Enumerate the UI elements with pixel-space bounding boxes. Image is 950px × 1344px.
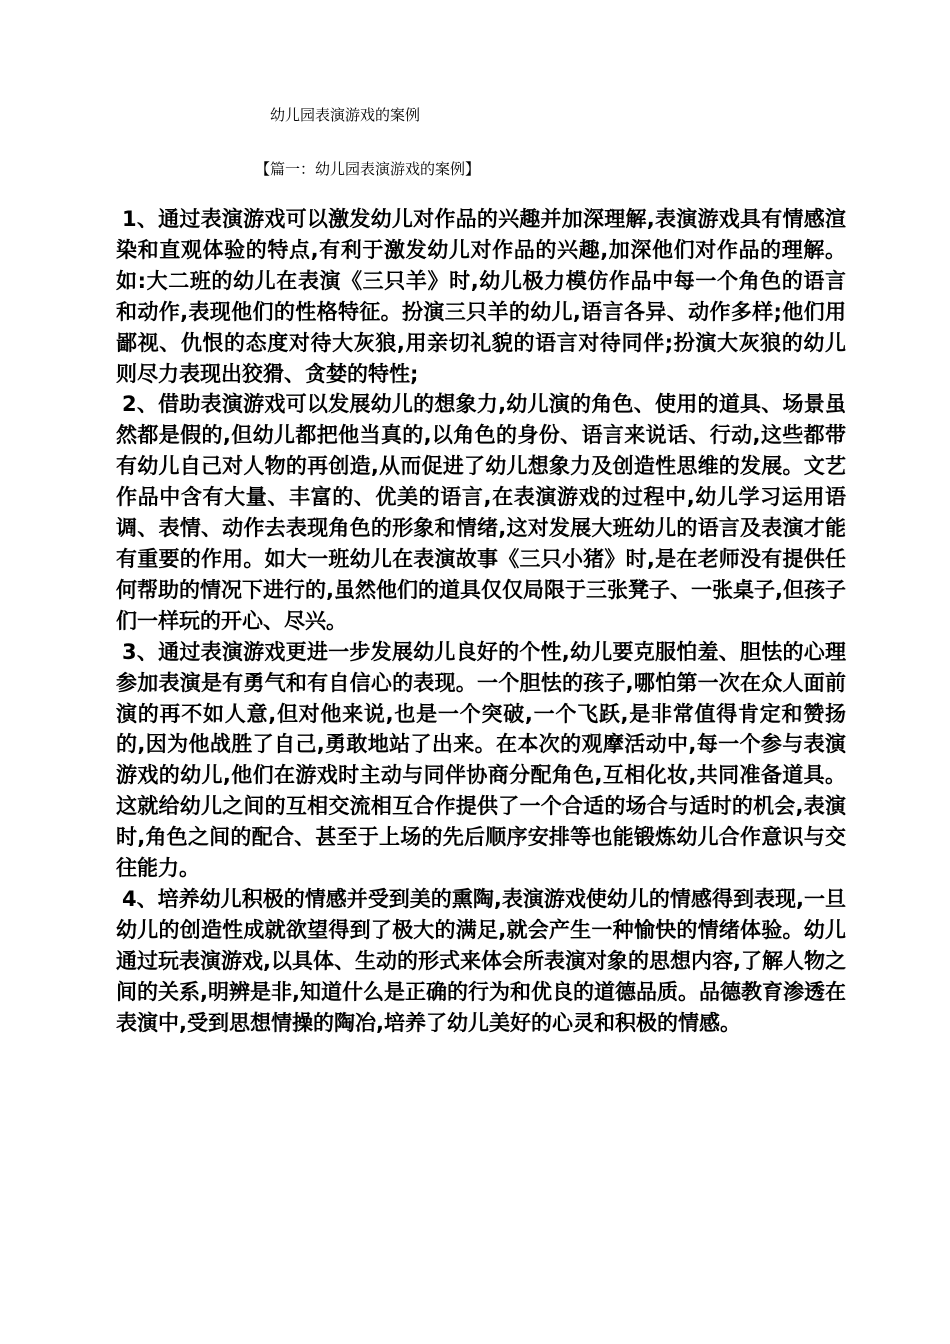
paragraph-number: 2 [122,392,137,417]
paragraph-number: 4 [122,886,137,911]
paragraph-text: 、通过表演游戏更进一步发展幼儿良好的个性,幼儿要克服怕羞、胆怯的心理参加表演是有勇气和有自信心的表现。一个胆怯的孩子,哪怕第一次在众人面前演的再不如人意,但对他来说,也是一个突破,一个飞跃,是非常值得肯定和赞扬的,因为他战胜了自己,勇敢地站了出来。在本次的观摩活动中,每一个参与表演游戏的幼儿,他们在游戏时主动与同伴协商分配角色,互相化妆,共同准备道具。这就给幼儿之间的互相交流相互合作提供了一个合适的场合与适时的机会,表演时,角色之间的配合、甚至于上场的先后顺序安排等也能锻炼幼儿合作意识与交往能力。 [116,639,846,881]
paragraph-text: 、借助表演游戏可以发展幼儿的想象力,幼儿演的角色、使用的道具、场景虽然都是假的,但幼儿都把他当真的,以角色的身份、语言来说话、行动,这些都带有幼儿自己对人物的再创造,从而促进了幼儿想象力及创造性思维的发展。文艺作品中含有大量、丰富的、优美的语言,在表演游戏的过程中,幼儿学习运用语调、表情、动作去表现角色的形象和情绪,这对发展大班幼儿的语言及表演才能有重要的作用。如大一班幼儿在表演故事《三只小猪》时,是在老师没有提供任何帮助的情况下进行的,虽然他们的道具仅仅局限于三张凳子、一张桌子,但孩子们一样玩的开心、尽兴。 [116,392,846,633]
document-body [116,204,846,1038]
paragraph-text: 、培养幼儿积极的情感并受到美的熏陶,表演游戏使幼儿的情感得到表现,一旦幼儿的创造性成就欲望得到了极大的满足,就会产生一种愉快的情绪体验。幼儿通过玩表演游戏,以具体、生动的形式来体会所表演对象的思想内容,了解人物之间的关系,明辨是非,知道什么是正确的行为和优良的道德品质。品德教育渗透在表演中,受到思想情操的陶冶,培养了幼儿美好的心灵和积极的情感。 [116,886,846,1035]
document-title: 幼儿园表演游戏的案例 [270,106,421,124]
paragraph-1 [116,204,846,389]
paragraph-number: 1 [122,207,137,231]
paragraph-3 [116,637,846,884]
paragraph-2 [116,389,846,636]
paragraph-number: 3 [122,639,137,664]
section-title: 【篇一：幼儿园表演游戏的案例】 [255,160,481,178]
paragraph-4 [116,884,846,1039]
paragraph-text: 、通过表演游戏可以激发幼儿对作品的兴趣并加深理解,表演游戏具有情感渲染和直观体验的特点,有利于激发幼儿对作品的兴趣,加深他们对作品的理解。如:大二班的幼儿在表演《三只羊》时,幼儿极力模仿作品中每一个角色的语言和动作,表现他们的性格特征。扮演三只羊的幼儿,语言各异、动作多样;他们用鄙视、仇恨的态度对待大灰狼,用亲切礼貌的语言对待同伴;扮演大灰狼的幼儿则尽力表现出狡猾、贪婪的特性; [116,207,846,386]
